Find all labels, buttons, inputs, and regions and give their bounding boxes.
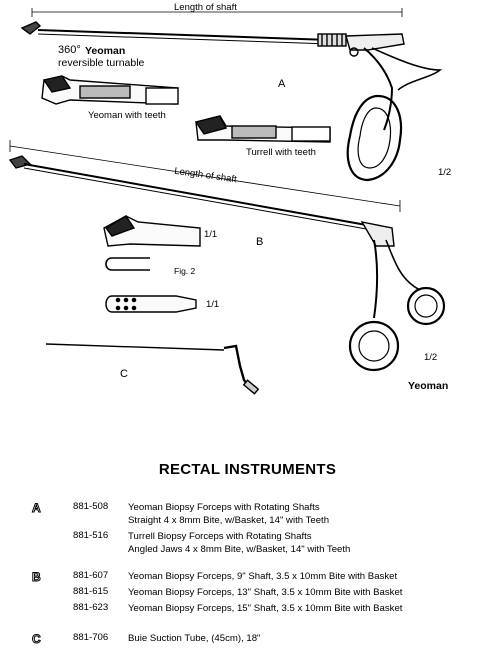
- item-code: 881-607: [73, 570, 109, 581]
- item-description-line1: Buie Suction Tube, (45cm), 18": [128, 633, 261, 644]
- rotation-label: 360°: [58, 44, 81, 56]
- item-code: 881-706: [73, 632, 109, 643]
- shaft-length-label-b: Length of shaft: [173, 165, 238, 186]
- item-description-line1: Yeoman Biopsy Forceps with Rotating Shafts: [128, 502, 320, 513]
- item-description-line1: Yeoman Biopsy Forceps, 13" Shaft, 3.5 x 10mm Bite with Basket: [128, 587, 403, 598]
- yeoman-teeth-caption: Yeoman with teeth: [88, 110, 166, 121]
- scale-half-a: 1/2: [438, 167, 452, 178]
- yeoman-label-b: Yeoman: [408, 380, 449, 392]
- scale-1-1-a: 1/1: [204, 229, 218, 240]
- fig2-detail: [106, 258, 150, 270]
- item-code: 881-615: [73, 586, 109, 597]
- reversible-label: reversible turnable: [58, 57, 145, 69]
- turrell-teeth-caption: Turrell with teeth: [246, 147, 316, 158]
- group-letter-a: A: [32, 501, 41, 515]
- b-jaw-detail: [104, 216, 200, 246]
- shaft-length-label-a: Length of shaft: [174, 2, 237, 13]
- item-description-line2: Straight 4 x 8mm Bite, w/Basket, 14" with Teeth: [128, 515, 330, 526]
- letter-b: B: [256, 236, 264, 248]
- scale-1-1-b: 1/1: [206, 299, 220, 310]
- group-letter-b: B: [32, 570, 41, 584]
- item-description-line1: Yeoman Biopsy Forceps, 9" Shaft, 3.5 x 10mm Bite with Basket: [128, 571, 398, 582]
- letter-c: C: [120, 368, 128, 380]
- item-description-line2: Angled Jaws 4 x 8mm Bite, w/Basket, 14" with Teeth: [128, 544, 351, 555]
- scale-half-b: 1/2: [424, 352, 438, 363]
- suction-tube-c: [46, 344, 258, 394]
- perforated-detail: [106, 296, 196, 312]
- fig2-label: Fig. 2: [174, 266, 196, 276]
- page-title: RECTAL INSTRUMENTS: [158, 461, 337, 478]
- forceps-b: [10, 156, 444, 370]
- group-letter-c: C: [32, 632, 41, 646]
- yeoman-jaw-detail: [42, 76, 178, 104]
- item-code: 881-516: [73, 530, 109, 541]
- turrell-jaw-detail: [196, 116, 330, 142]
- letter-a: A: [278, 78, 286, 90]
- item-code: 881-508: [73, 501, 109, 512]
- item-code: 881-623: [73, 602, 109, 613]
- yeoman-label-a: Yeoman: [85, 45, 126, 57]
- item-description-line1: Yeoman Biopsy Forceps, 15" Shaft, 3.5 x 10mm Bite with Basket: [128, 603, 403, 614]
- item-description-line1: Turrell Biopsy Forceps with Rotating Shafts: [128, 531, 312, 542]
